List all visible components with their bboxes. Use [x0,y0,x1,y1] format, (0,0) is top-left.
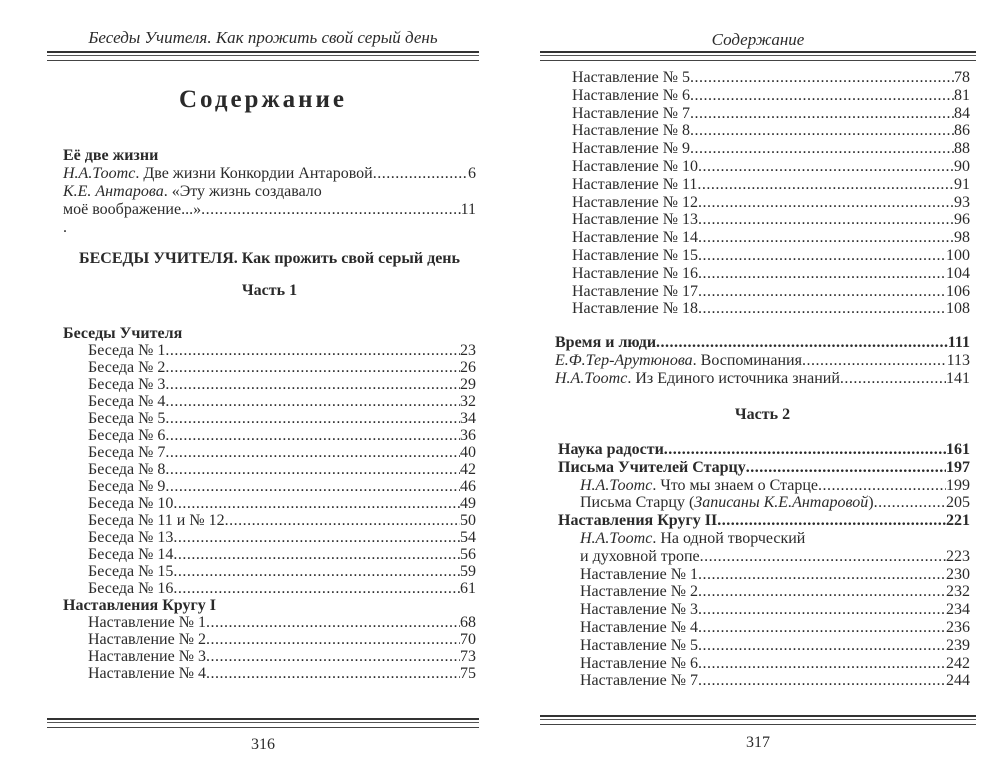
entry-title [63,147,158,165]
entry-title [572,87,690,105]
toc-entry [552,69,970,87]
entry-title [88,410,165,427]
entry-page-number: 100 [946,246,970,264]
toc-entry [558,459,970,477]
entry-title [580,619,698,637]
header-rule [540,51,976,61]
entry-text: Беседа № 14 [88,546,174,563]
entry-page-number: 34 [460,410,476,427]
entry-text: Наставление № 1 [580,565,698,583]
entry-page-number: 104 [946,264,970,282]
dot-leader [698,158,954,176]
entry-title [63,165,373,183]
toc-entry [63,648,476,665]
entry-page-number: 61 [460,580,476,597]
entry-page-number: 81 [954,86,970,104]
entry-text: Наставление № 9 [572,140,690,158]
entry-page-number: 86 [954,122,970,140]
dot-leader [698,655,946,673]
toc-entry [558,441,970,459]
dot-leader [165,478,460,495]
dot-leader [165,444,460,461]
entry-text: Наставления Кругу II [558,512,718,530]
toc-entry [552,87,970,105]
entry-text: Наставление № 12 [572,193,698,211]
entry-text: . «Эту жизнь создавало [163,183,322,200]
toc-entry [558,655,970,673]
dot-leader [173,563,460,580]
entry-text: Беседа № 1 [88,342,166,359]
toc-entry [63,614,476,631]
entry-text: Наставление № 5 [580,636,698,654]
entry-page-number: 242 [946,654,970,672]
entry-page-number: 239 [946,636,970,654]
entry-title [88,495,173,512]
entry-title [88,648,206,665]
toc-entry [63,665,476,682]
entry-text: Наставление № 17 [572,282,698,300]
entry-text: Письма Учителей Старцу [558,458,746,476]
toc-entry [552,176,970,194]
entry-page-number: 106 [946,282,970,300]
entry-title [580,548,700,566]
toc-entry [558,637,970,655]
entry-title [555,352,802,370]
entry-title [63,219,67,237]
entry-title [88,376,165,393]
entry-title [580,637,698,655]
dot-leader [656,334,948,352]
dot-leader [173,546,460,563]
entry-page-number: 29 [460,376,476,393]
entry-page-number: 244 [946,672,970,690]
toc-entry [63,529,476,546]
entry-title [580,672,698,690]
entry-title [558,459,746,477]
toc-entry [552,158,970,176]
entry-title [572,158,698,176]
entry-title [572,300,698,318]
entry-text: Наставление № 3 [88,648,206,665]
dot-leader [690,87,954,105]
dot-leader [225,512,460,529]
dot-leader [206,665,460,682]
toc-entry [63,580,476,597]
entry-text: Наставление № 16 [572,264,698,282]
entry-page-number: 23 [460,342,476,359]
dot-leader [746,459,946,477]
entry-title [88,665,206,682]
entry-page-number: 113 [946,351,970,369]
entry-text: Время и люди [555,334,657,351]
toc-entry [63,165,476,183]
toc-entry [63,393,476,410]
entry-text: моё воображение...» [63,201,202,218]
running-header: Беседы Учителя. Как прожить свой серый день [88,28,438,47]
toc-entry [63,461,476,478]
entry-page-number: 221 [946,512,970,530]
dot-leader [698,247,946,265]
dot-leader [690,69,954,87]
toc-entry [63,444,476,461]
toc-entry [555,352,970,370]
entry-title [88,444,165,461]
entry-title [572,122,690,140]
dot-leader [373,165,468,183]
entry-title [580,477,818,495]
entry-page-number: 40 [460,444,476,461]
entry-text: Письма Старцу ( [580,494,695,512]
dot-leader [173,529,460,546]
entry-page-number: 91 [954,175,970,193]
footer-rule [47,718,479,728]
entry-page-number: 6 [468,165,476,182]
toc-entry [552,194,970,212]
entry-page-number: 111 [947,334,970,351]
page-number: 317 [746,734,770,751]
dot-leader [165,359,460,376]
header-rule [47,51,479,61]
entry-title [88,461,165,478]
entry-text: Наставление № 6 [572,86,690,104]
toc-entry [63,631,476,648]
entry-title [580,601,698,619]
entry-title [555,334,656,352]
entry-page-number: 232 [946,583,970,601]
entry-page-number: 54 [460,529,476,546]
entry-page-number: 49 [460,495,476,512]
entry-text: Наставление № 7 [580,672,698,690]
dot-leader [690,140,954,158]
entry-page-number: 230 [946,565,970,583]
entry-title [572,211,698,229]
running-header: Содержание [711,30,805,49]
entry-page-number: 59 [460,563,476,580]
toc-label [63,325,476,342]
toc-entry [558,566,970,584]
entry-page-number: 197 [946,458,970,476]
entry-title [63,183,322,201]
entry-text: Наставление № 18 [572,300,698,318]
entry-text: Наука радости [558,441,664,458]
entry-page-number: 90 [954,157,970,175]
entry-title [572,265,698,283]
toc-list-1 [552,69,970,318]
toc-entry [552,229,970,247]
dot-leader [697,176,954,194]
entry-text: ) [868,494,874,512]
entry-text: Беседа № 9 [88,478,166,495]
entry-page-number: 98 [954,229,970,247]
toc-entry [63,342,476,359]
entry-page-number: 161 [946,441,970,458]
dot-leader [698,300,946,318]
entry-title [572,283,698,301]
entry-text: . На одной творческий [652,529,806,547]
entry-title [63,597,216,614]
entry-author: Е.Ф.Тер-Арутюнова [555,351,693,369]
entry-text: Беседа № 11 и № 12 [88,512,225,529]
entry-page-number: 141 [946,369,970,387]
toc-entry [552,122,970,140]
toc-entry [558,601,970,619]
entry-title [88,512,225,529]
entry-title [88,580,173,597]
entry-text: Наставление № 4 [88,665,206,682]
entry-title [88,563,173,580]
entry-page-number: 11 [460,201,476,218]
entry-title [88,631,206,648]
entry-title [558,512,717,530]
dot-leader [840,370,946,388]
toc-entry [63,359,476,376]
toc-entry [63,376,476,393]
dot-leader [698,194,954,212]
entry-text: Наставление № 14 [572,229,698,247]
dot-leader [698,601,946,619]
entry-text: Беседа № 6 [88,427,166,444]
page-title: Содержание [178,86,347,113]
toc-entry [558,512,970,530]
toc-entry [552,105,970,123]
dot-leader [700,548,946,566]
entry-text: Наставление № 13 [572,211,698,229]
entry-title [63,325,182,342]
entry-page-number: 199 [946,476,970,494]
entry-text: Наставление № 2 [580,583,698,601]
dot-leader [165,410,460,427]
dot-leader [206,648,460,665]
toc-label [558,530,970,548]
entry-text: . Воспоминания [692,351,802,369]
entry-title [558,441,664,459]
entry-author: Н.А.Тоотс [580,476,653,494]
entry-page-number: 36 [460,427,476,444]
entry-text: Беседа № 5 [88,410,166,427]
entry-text: и духовной тропе [580,547,700,565]
entry-text: Наставление № 6 [580,654,698,672]
dot-leader [698,583,946,601]
entry-title [580,655,698,673]
entry-title [88,614,206,631]
entry-text: Наставление № 11 [572,175,698,193]
entry-title [572,194,698,212]
entry-text: Беседа № 10 [88,495,174,512]
entry-text: Беседа № 3 [88,376,166,393]
entry-text: Беседа № 7 [88,444,166,461]
toc-entry [63,201,476,219]
entry-title [63,201,201,219]
entry-title [88,478,165,495]
entry-text: Беседа № 16 [88,580,174,597]
entry-page-number: 56 [460,546,476,563]
entry-title [88,529,173,546]
right-page [500,0,1000,771]
entry-text: Беседа № 15 [88,563,174,580]
entry-title [572,229,698,247]
dot-leader [698,672,946,690]
dot-leader [173,495,460,512]
toc-entry [558,477,970,495]
dot-leader [165,393,460,410]
entry-page-number: 88 [954,140,970,158]
entry-text: Наставление № 15 [572,246,698,264]
entry-author: Н.А.Тоотс [63,165,136,182]
entry-text: Наставление № 8 [572,122,690,140]
entry-page-number: 93 [954,193,970,211]
toc-entry [63,478,476,495]
entry-text: Наставление № 7 [572,104,690,122]
entry-text: . [63,219,67,236]
toc-label [63,183,476,201]
dot-leader [664,441,946,459]
toc-entry [63,410,476,427]
entry-text: . Что мы знаем о Старце [652,476,818,494]
entry-page-number: 26 [460,359,476,376]
entry-title [572,176,697,194]
entry-page-number: 75 [460,665,476,682]
entry-page-number: 108 [946,300,970,318]
entry-author: Н.А.Тоотс [580,529,653,547]
entry-title [572,105,690,123]
toc-entry [552,140,970,158]
entry-title [580,494,874,512]
toc-entry [552,283,970,301]
entry-page-number: 223 [946,547,970,565]
entry-title [572,140,690,158]
entry-text: Наставление № 2 [88,631,206,648]
toc-list [63,325,476,682]
entry-title [555,370,840,388]
entry-page-number: 234 [946,601,970,619]
dot-leader [717,512,946,530]
footer-rule [540,715,976,725]
toc-list-3 [558,441,970,690]
toc-entry [558,583,970,601]
entry-author: К.Е. Антарова [63,183,164,200]
toc-entry [63,546,476,563]
entry-page-number: 96 [954,211,970,229]
entry-page-number: 236 [946,618,970,636]
toc-label [63,147,476,165]
dot-leader [690,122,954,140]
dot-leader [818,477,946,495]
dot-leader [201,201,461,219]
entry-title [88,359,165,376]
toc-entry [63,427,476,444]
dot-leader [698,619,946,637]
dot-leader [698,229,954,247]
dot-leader [165,461,460,478]
toc-entry [63,495,476,512]
entry-text: Беседа № 13 [88,529,174,546]
toc-label [63,219,476,237]
entry-page-number: 205 [946,494,970,512]
book-heading: БЕСЕДЫ УЧИТЕЛЯ. Как прожить свой серый день [79,250,460,267]
toc-intro [63,147,476,237]
dot-leader [698,265,946,283]
dot-leader [206,614,460,631]
entry-text: Беседа № 8 [88,461,166,478]
toc-list-2 [555,334,970,387]
entry-page-number: 42 [460,461,476,478]
entry-author: Н.А.Тоотс [555,369,628,387]
entry-page-number: 78 [954,69,970,86]
entry-text: Наставление № 3 [580,601,698,619]
entry-title [88,342,165,359]
entry-page-number: 70 [460,631,476,648]
part-heading: Часть 1 [241,282,298,299]
entry-page-number: 68 [460,614,476,631]
dot-leader [874,494,946,512]
dot-leader [698,283,946,301]
dot-leader [173,580,460,597]
dot-leader [690,105,954,123]
toc-entry [63,563,476,580]
toc-entry [63,512,476,529]
entry-page-number: 73 [460,648,476,665]
dot-leader [698,637,946,655]
dot-leader [698,566,946,584]
entry-title [580,583,698,601]
entry-text: Наставление № 5 [572,69,690,86]
entry-page-number: 50 [460,512,476,529]
entry-page-number: 84 [954,104,970,122]
toc-entry [558,672,970,690]
entry-text: Беседы Учителя [63,325,183,342]
entry-text: Беседа № 2 [88,359,166,376]
entry-title [88,393,165,410]
entry-text: Наставление № 10 [572,157,698,175]
entry-title [88,546,173,563]
toc-entry [555,370,970,388]
toc-entry [558,494,970,512]
dot-leader [802,352,947,370]
entry-page-number: 46 [460,478,476,495]
entry-title [580,530,805,548]
toc-label [63,597,476,614]
entry-text: Наставления Кругу I [63,597,216,614]
entry-text: Беседа № 4 [88,393,166,410]
toc-entry [555,334,970,352]
toc-entry [552,211,970,229]
page-number: 316 [251,736,275,753]
entry-text: Наставление № 1 [88,614,206,631]
dot-leader [165,342,460,359]
entry-text: . Две жизни Конкордии Антаровой [135,165,373,182]
dot-leader [165,427,460,444]
entry-page-number: 32 [460,393,476,410]
entry-title [88,427,165,444]
part-heading: Часть 2 [734,406,791,423]
toc-entry [558,619,970,637]
entry-title [572,69,690,87]
dot-leader [206,631,460,648]
dot-leader [698,211,954,229]
entry-title [572,247,698,265]
toc-entry [552,247,970,265]
entry-text: . Из Единого источника знаний [627,369,840,387]
toc-entry [558,548,970,566]
entry-author: Записаны К.Е.Антаровой [694,494,869,512]
toc-entry [552,265,970,283]
dot-leader [165,376,460,393]
entry-text: Наставление № 4 [580,618,698,636]
entry-title [580,566,698,584]
entry-text: Её две жизни [63,147,159,164]
toc-entry [552,300,970,318]
